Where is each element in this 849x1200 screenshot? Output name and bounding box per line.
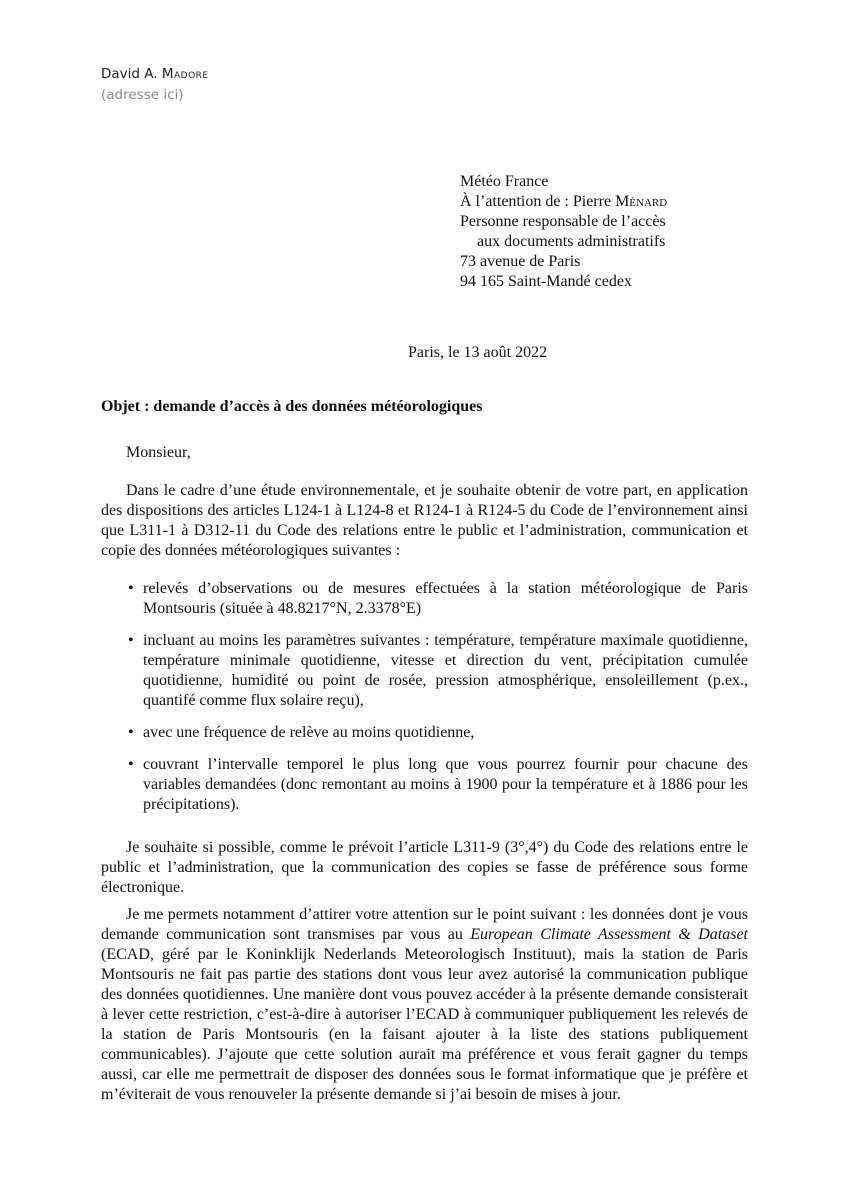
ecad-name: European Climate Assessment & Dataset <box>470 926 748 943</box>
list-item <box>126 755 748 815</box>
list-item-text: incluant au moins les paramètres suivantes : température, température maximale quotidienne, température minimale quotidienne, vitesse et direction du vent, précipitation cumulée quotidienne, humidité ou point de rosée, pression atmosphérique, ensoleillement (p.ex., quantifé comme flux solaire reçu), <box>143 632 748 709</box>
recipient-city: 94 165 Saint-Mandé cedex <box>460 273 632 290</box>
paragraph-2: Je souhaite si possible, comme le prévoit l’article L311-9 (3°,4°) du Code des relations entre le public et l’administration, que la communication des copies se fasse de préférence sous forme électronique. <box>101 839 748 896</box>
list-item-text: couvrant l’intervalle temporel le plus long que vous pourrez fournir pour chacune des variables demandées (donc remontant au moins à 1900 pour la température et à 1886 pour les précipitations). <box>143 756 748 813</box>
bullet-icon: • <box>128 580 134 597</box>
list-item <box>126 579 748 619</box>
letter-date: Paris, le 13 août 2022 <box>408 344 548 361</box>
bullet-icon: • <box>128 632 134 649</box>
paragraph-3-block <box>101 905 748 1105</box>
list-item <box>126 631 748 711</box>
paragraph-1-block <box>101 481 748 561</box>
paragraph-1: Dans le cadre d’une étude environnementale, et je souhaite obtenir de votre part, en application des dispositions des articles L124-1 à L124-8 et R124-1 à R124-5 du Code de l’environnement ainsi que L311-1 à D312-11 du Code des relations entre le public et l’administration, communication et copie des données météorologiques suivantes : <box>101 482 748 559</box>
sender-block <box>101 64 209 106</box>
paragraph-3 <box>101 905 748 1105</box>
bullet-icon: • <box>128 756 134 773</box>
attention-name: Ménard <box>615 193 668 210</box>
list-item <box>126 723 748 743</box>
recipient-street: 73 avenue de Paris <box>460 253 581 270</box>
recipient-block <box>460 172 667 292</box>
salutation: Monsieur, <box>126 444 191 461</box>
request-list <box>126 579 748 827</box>
attention-prefix: À l’attention de : Pierre <box>460 193 616 210</box>
bullet-icon: • <box>128 724 134 741</box>
recipient-role-line1: Personne responsable de l’accès <box>460 213 666 230</box>
sender-address: (adresse ici) <box>101 87 184 103</box>
salutation-block <box>101 443 748 463</box>
list-item-text: relevés d’observations ou de mesures effectuées à la station météorologique de Paris Montsouris (située à 48.8217°N, 2.3378°E) <box>143 580 748 617</box>
recipient-org: Météo France <box>460 173 549 190</box>
sender-first-name: David A. <box>101 66 158 82</box>
paragraph-3-after: (ECAD, géré par le Koninklijk Nederlands Meteorologisch Instituut), mais la station de Paris Montsouris ne fait pas partie des stations dont vous leur avez autorisé la communication publique des données quotidiennes. Une manière dont vous pouvez accéder à la présente demande consisterait à lever cette restriction, c’est-à-dire à autoriser l’ECAD à communiquer publiquement les relevés de la station de Paris Montsouris (en la faisant ajouter à la liste des stations publiquement communicables). J’ajoute que cette solution aurait ma préférence et vous ferait gagner du temps aussi, car elle me permettrait de disposer des données sous le format informatique que je préfère et m’éviterait de vous renouveler la présente demande si j’ai besoin de mises à jour. <box>101 946 748 1103</box>
paragraph-3-before: Je me permets notamment d’attirer votre attention sur le point suivant : les données dont je vous demande communication sont transmises par vous au <box>101 906 748 943</box>
recipient-attention <box>460 192 667 212</box>
recipient-role-line2: aux documents administratifs <box>477 233 666 250</box>
letter-subject: Objet : demande d’accès à des données météorologiques <box>101 398 483 415</box>
sender-last-name: Madore <box>161 66 209 82</box>
sender-name <box>101 64 209 85</box>
list-item-text: avec une fréquence de relève au moins quotidienne, <box>143 724 475 741</box>
paragraph-2-block <box>101 838 748 898</box>
